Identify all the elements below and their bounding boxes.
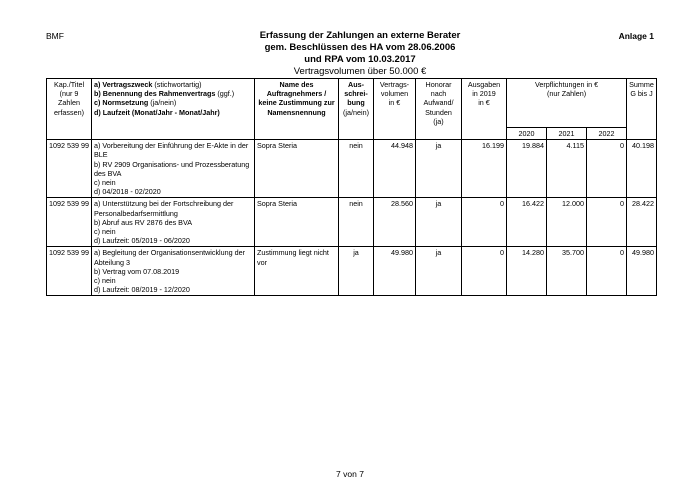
cell-volumen: 44.948 (374, 140, 416, 198)
col-kap-line: Kap./Titel (53, 80, 85, 89)
cell-ausschreibung: nein (339, 140, 374, 198)
document-title (200, 30, 520, 78)
cell-2022: 0 (587, 247, 627, 296)
col-vertrag-line: d) Laufzeit (Monat/Jahr - Monat/Jahr) (94, 107, 220, 117)
col-kap-line: erfassen) (54, 107, 84, 117)
cell-2021: 35.700 (547, 247, 587, 296)
col-ausschreibung-header: Aus- schrei- bung (ja/nein) (339, 79, 374, 140)
cell-summe: 40.198 (627, 140, 657, 198)
header-right-label: Anlage 1 (618, 31, 654, 41)
col-year-2020: 2020 (507, 128, 547, 140)
cell-vertrag: a) Vorbereitung der Einführung der E-Akte in der BLE b) RV 2909 Organisations- und Prozessberatung des BVA c) nein d) 04/2018 - 02/2020 (92, 140, 255, 198)
header-left-label: BMF (46, 31, 64, 41)
cell-2022: 0 (587, 198, 627, 247)
cell-ausgaben: 16.199 (462, 140, 507, 198)
title-line: gem. Beschlüssen des HA vom 28.06.2006 (264, 42, 456, 53)
col-kap-header (47, 79, 92, 140)
col-name-header: Name des Auftragnehmers / keine Zustimmung zur Namensnennung (255, 79, 339, 140)
cell-2022: 0 (587, 140, 627, 198)
col-kap-line: (nur 9 (59, 89, 79, 99)
cell-ausschreibung: nein (339, 198, 374, 247)
volume-line: Vertragsvolumen über 50.000 € (293, 66, 427, 77)
col-summe-header: Summe G bis J (627, 79, 657, 140)
table-row (47, 140, 657, 198)
cell-volumen: 28.560 (374, 198, 416, 247)
col-vertrag-line: a) Vertragszweck (stichwortartig) (94, 80, 202, 89)
cell-2020: 14.280 (507, 247, 547, 296)
title-line: und RPA vom 10.03.2017 (304, 54, 416, 65)
cell-ausgaben: 0 (462, 198, 507, 247)
cell-kap: 1092 539 99 (47, 247, 92, 296)
col-vertrag-line: b) Benennung des Rahmenvertrags (ggf.) (94, 89, 235, 99)
cell-name: Zustimmung liegt nicht vor (255, 247, 339, 296)
col-vertrag-header (92, 79, 255, 140)
cell-honorar: ja (416, 198, 462, 247)
cell-kap: 1092 539 99 (47, 140, 92, 198)
cell-summe: 49.980 (627, 247, 657, 296)
cell-vertrag: a) Begleitung der Organisationsentwicklung der Abteilung 3 b) Vertrag vom 07.08.2019 c) nein d) Laufzeit: 08/2019 - 12/2020 (92, 247, 255, 296)
cell-volumen: 49.980 (374, 247, 416, 296)
col-year-2021: 2021 (547, 128, 587, 140)
table-row (47, 198, 657, 247)
table-row (47, 247, 657, 296)
cell-2020: 19.884 (507, 140, 547, 198)
col-volumen-header: Vertrags- volumen in € (374, 79, 416, 140)
cell-summe: 28.422 (627, 198, 657, 247)
cell-name: Sopra Steria (255, 198, 339, 247)
cell-vertrag: a) Unterstützung bei der Fortschreibung der Personalbedarfsermittlung b) Abruf aus RV 2876 des BVA c) nein d) Laufzeit: 05/2019 - 06/2020 (92, 198, 255, 247)
cell-2020: 16.422 (507, 198, 547, 247)
cell-2021: 4.115 (547, 140, 587, 198)
payments-table (46, 78, 657, 296)
col-vertrag-line: c) Normsetzung (ja/nein) (94, 98, 177, 108)
col-year-2022: 2022 (587, 128, 627, 140)
page-number: 7 von 7 (336, 469, 364, 479)
cell-ausschreibung: ja (339, 247, 374, 296)
cell-honorar: ja (416, 140, 462, 198)
cell-ausgaben: 0 (462, 247, 507, 296)
col-kap-line: Zahlen (58, 98, 80, 108)
title-line: Erfassung der Zahlungen an externe Berater (259, 30, 461, 41)
cell-kap: 1092 539 99 (47, 198, 92, 247)
col-verpflichtungen-header: Verpflichtungen in € (nur Zahlen) (507, 79, 627, 128)
col-ausgaben-header: Ausgaben in 2019 in € (462, 79, 507, 140)
cell-name: Sopra Steria (255, 140, 339, 198)
cell-honorar: ja (416, 247, 462, 296)
cell-2021: 12.000 (547, 198, 587, 247)
col-honorar-header: Honorar nach Aufwand/ Stunden (ja) (416, 79, 462, 140)
